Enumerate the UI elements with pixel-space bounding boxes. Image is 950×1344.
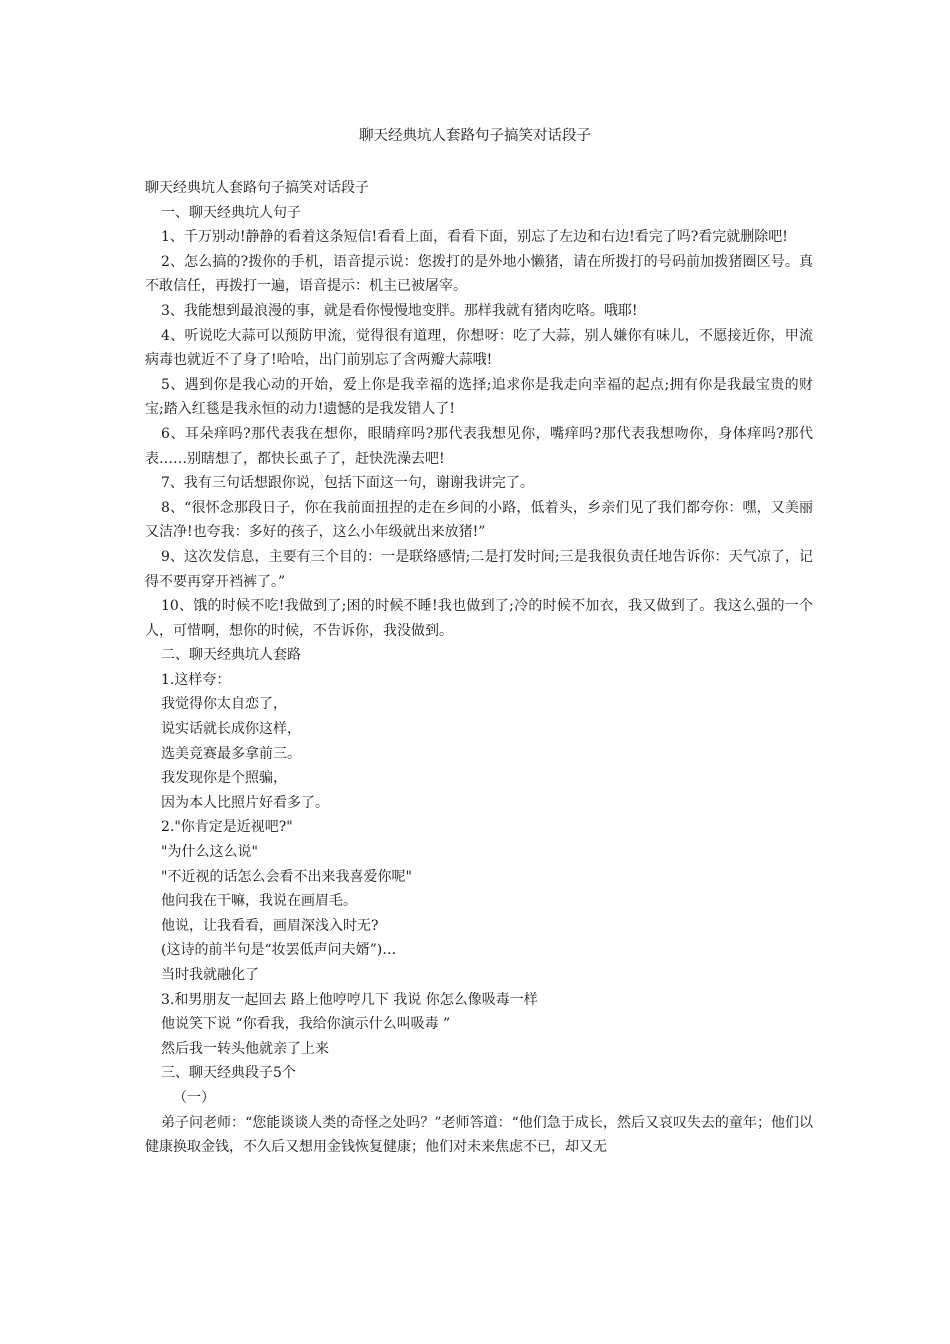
- document-subtitle: 聊天经典坑人套路句子搞笑对话段子: [145, 180, 369, 196]
- section-heading-1: 一、聊天经典坑人句子: [161, 204, 301, 221]
- section-heading-3: 三、聊天经典段子5个: [161, 1065, 296, 1082]
- text-line: "为什么这么说": [161, 844, 258, 861]
- list-item: 9、这次发信息，主要有三个目的：一是联络感情;二是打发时间;三是我很负责任地告诉你：天气凉了，记得不要再穿开裆裤了。”: [145, 548, 813, 590]
- text-line: 然后我一转头他就亲了上来: [161, 1040, 329, 1057]
- section-heading-2: 二、聊天经典坑人套路: [161, 647, 301, 664]
- text-line: 1.这样夸：: [161, 671, 231, 688]
- list-item: 7、我有三句话想跟你说，包括下面这一句，谢谢我讲完了。: [161, 475, 534, 492]
- list-item: 1、千万别动!静静的看着这条短信!看看上面，看看下面，别忘了左边和右边!看完了吗?看完就删除吧!: [161, 229, 788, 246]
- text-line: 他说笑下说 “你看我，我给你演示什么叫吸毒 ”: [161, 1016, 451, 1033]
- text-line: "不近视的话怎么会看不出来我喜爱你呢": [161, 868, 412, 885]
- text-line: 因为本人比照片好看多了。: [161, 794, 329, 811]
- list-item: 6、耳朵痒吗?那代表我在想你，眼睛痒吗?那代表我想见你，嘴痒吗?那代表我想吻你，身体痒吗?那代表……别瞎想了，都快长虱子了，赶快洗澡去吧!: [145, 425, 813, 467]
- text-line: 他说，让我看看，画眉深浅入时无?: [161, 917, 379, 934]
- subsection-marker: （一）: [173, 1089, 215, 1106]
- list-item: 2、怎么搞的?拨你的手机，语音提示说：您拨打的是外地小懒猪，请在所拨打的号码前加拨猪圈区号。真不敢信任，再拨打一遍，语音提示：机主已被屠宰。: [145, 253, 813, 295]
- text-line: 选美竞赛最多拿前三。: [161, 745, 301, 762]
- document-body: [145, 176, 813, 1160]
- text-line: (这诗的前半句是“妆罢低声问夫婿”)…: [161, 942, 397, 959]
- text-line: 3.和男朋友一起回去 路上他哼哼几下 我说 你怎么像吸毒一样: [161, 991, 538, 1008]
- text-line: 他问我在干嘛，我说在画眉毛。: [161, 893, 357, 910]
- text-line: 我发现你是个照骗，: [161, 770, 287, 787]
- list-item: 3、我能想到最浪漫的事，就是看你慢慢地变胖。那样我就有猪肉吃咯。哦耶!: [161, 302, 638, 319]
- list-item: 5、遇到你是我心动的开始，爱上你是我幸福的选择;追求你是我走向幸福的起点;拥有你是我最宝贵的财宝;踏入红毯是我永恒的动力!遗憾的是我发错人了!: [145, 376, 813, 418]
- list-item: 8、“很怀念那段日子，你在我前面扭捏的走在乡间的小路，低着头，乡亲们见了我们都夸你：嘿，又美丽又洁净!也夸我：多好的孩子，这么小年级就出来放猪!”: [145, 499, 813, 541]
- document-title: 聊天经典坑人套路句子搞笑对话段子: [359, 128, 591, 144]
- text-line: 2."你肯定是近视吧?": [161, 819, 293, 836]
- list-item: 4、听说吃大蒜可以预防甲流，觉得很有道理，你想呀：吃了大蒜，别人嫌你有味儿，不愿接近你，甲流病毒也就近不了身了!哈哈，出门前别忘了含两瓣大蒜哦!: [145, 327, 813, 369]
- text-line: 当时我就融化了: [161, 967, 259, 983]
- list-item: 10、饿的时候不吃!我做到了;困的时候不睡!我也做到了;冷的时候不加衣，我又做到了。我这么强的一个人，可惜啊，想你的时候，不告诉你，我没做到。: [145, 598, 813, 639]
- paragraph: 弟子问老师：“您能谈谈人类的奇怪之处吗？”老师答道：“他们急于成长，然后又哀叹失去的童年；他们以健康换取金钱，不久后又想用金钱恢复健康；他们对未来焦虑不已，却又无: [145, 1114, 813, 1156]
- text-line: 我觉得你太自恋了，: [161, 696, 287, 713]
- text-line: 说实话就长成你这样，: [161, 721, 301, 738]
